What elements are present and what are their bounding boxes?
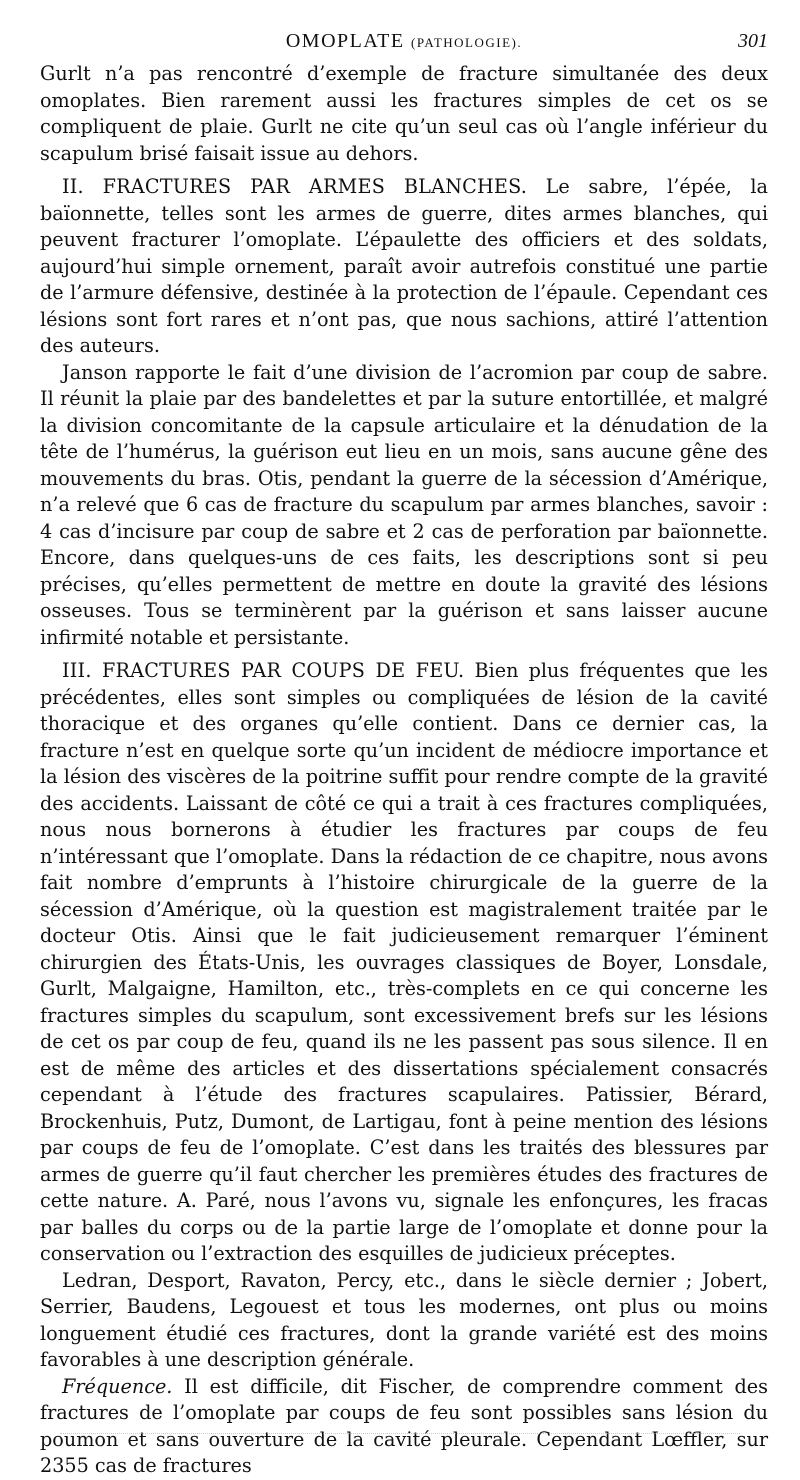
- paragraph-4-text: Bien plus fréquentes que les précédentes, elles sont simples ou compliquées de lésion de la cavité thoracique et des organes qu’elle contient. Dans ce dernier cas, la fracture n’est en quelque sorte qu’un incident de médiocre importance et la lésion des viscères de la poitrine suffit pour rendre compte de la gravité des accidents. Laissant de côté ce qui a trait à ces fractures compliquées, nous nous bornerons à étudier les fractures par coups de feu n’intéressant que l’omoplate. Dans la rédaction de ce chapitre, nous avons fait nombre d’emprunts à l’histoire chirurgicale de la guerre de la sécession d’Amérique, où la question est magistralement traitée par le docteur Otis. Ainsi que le fait judicieusement remarquer l’éminent chirurgien des États-Unis, les ouvrages classiques de Boyer, Lonsdale, Gurlt, Malgaigne, Hamilton, etc., très-complets en ce qui concerne les fractures simples du scapulum, sont excessivement brefs sur les lésions de cet os par coup de feu, quand ils ne les passent pas sous silence. Il en est de même des articles et des dissertations spécialement consacrés cependant à l’étude des fractures scapulaires. Patissier, Bérard, Brockenhuis, Putz, Dumont, de Lartigau, font à peine mention des lésions par coups de feu de l’omoplate. C’est dans les traités des blessures par armes de guerre qu’il faut chercher les premières études des fractures de cette nature. A. Paré, nous l’avons vu, signale les enfonçures, les fracas par balles du corps ou de la partie large de l’omoplate et donne pour la conservation ou l’extraction des esquilles de judicieux préceptes.: [40, 659, 769, 1265]
- header-title-main: OMOPLATE: [285, 30, 405, 52]
- section-heading-coups-de-feu: III. FRACTURES PAR COUPS DE FEU.: [62, 659, 465, 682]
- paragraph-5: Ledran, Desport, Ravaton, Percy, etc., dans le siècle dernier ; Jobert, Serrier, Baudens, Legouest et tous les modernes, ont plus ou moins longuement étudié ces fractures, dont la grande variété est des moins favorables à une description générale.: [40, 1268, 768, 1371]
- header-title-sub: (PATHOLOGIE).: [411, 35, 523, 50]
- paragraph-6: [40, 1374, 768, 1480]
- header-title: [40, 28, 768, 57]
- paragraph-1: Gurlt n’a pas rencontré d’exemple de fracture simultanée des deux omoplates. Bien rarement aussi les fractures simples de cet os se compliquent de plaie. Gurlt ne cite qu’un seul cas où l’angle inférieur du scapulum brisé faisait issue au dehors.: [40, 62, 768, 165]
- paragraph-3: Janson rapporte le fait d’une division de l’acromion par coup de sabre. Il réunit la plaie par des bandelettes et par la suture entortillée, et malgré la division concomitante de la capsule articulaire et la dénudation de la tête de l’humérus, la guérison eut lieu en un mois, sans aucune gêne des mouvements du bras. Otis, pendant la guerre de la sécession d’Amérique, n’a relevé que 6 cas de fracture du scapulum par armes blanches, savoir : 4 cas d’incisure par coup de sabre et 2 cas de perforation par baïonnette. Encore, dans quelques-uns de ces faits, les descriptions sont si peu précises, qu’elles permettent de mettre en doute la gravité des lésions osseuses. Tous se terminèrent par la guérison et sans laisser aucune infirmité notable et persistante.: [40, 360, 768, 649]
- paragraph-6-text: Il est difficile, dit Fischer, de comprendre comment des fractures de l’omoplate par coups de feu sont possibles sans lésion du poumon et sans ouverture de la cavité pleurale. Cependant Lœffler, sur 2355 cas de fractures: [40, 1374, 768, 1477]
- running-header: [40, 28, 768, 58]
- scan-noise-divider: [60, 1433, 740, 1436]
- body-text: [40, 61, 768, 1480]
- paragraph-6-lead: Fréquence.: [62, 1374, 173, 1398]
- section-heading-armes-blanches: II. FRACTURES PAR ARMES BLANCHES.: [62, 175, 528, 198]
- paragraph-4: [40, 658, 768, 1268]
- page-number: 301: [738, 30, 768, 52]
- paragraph-2-text: Le sabre, l’épée, la baïonnette, telles sont les armes de guerre, dites armes blanches, qui peuvent fracturer l’omoplate. L’épaulette des officiers et des soldats, aujourd’hui simple ornement, paraît avoir autrefois constitué une partie de l’armure défensive, destinée à la protection de l’épaule. Cependant ces lésions sont fort rares et n’ont pas, que nous sachions, attiré l’attention des auteurs.: [40, 175, 768, 357]
- paragraph-2: [40, 174, 768, 360]
